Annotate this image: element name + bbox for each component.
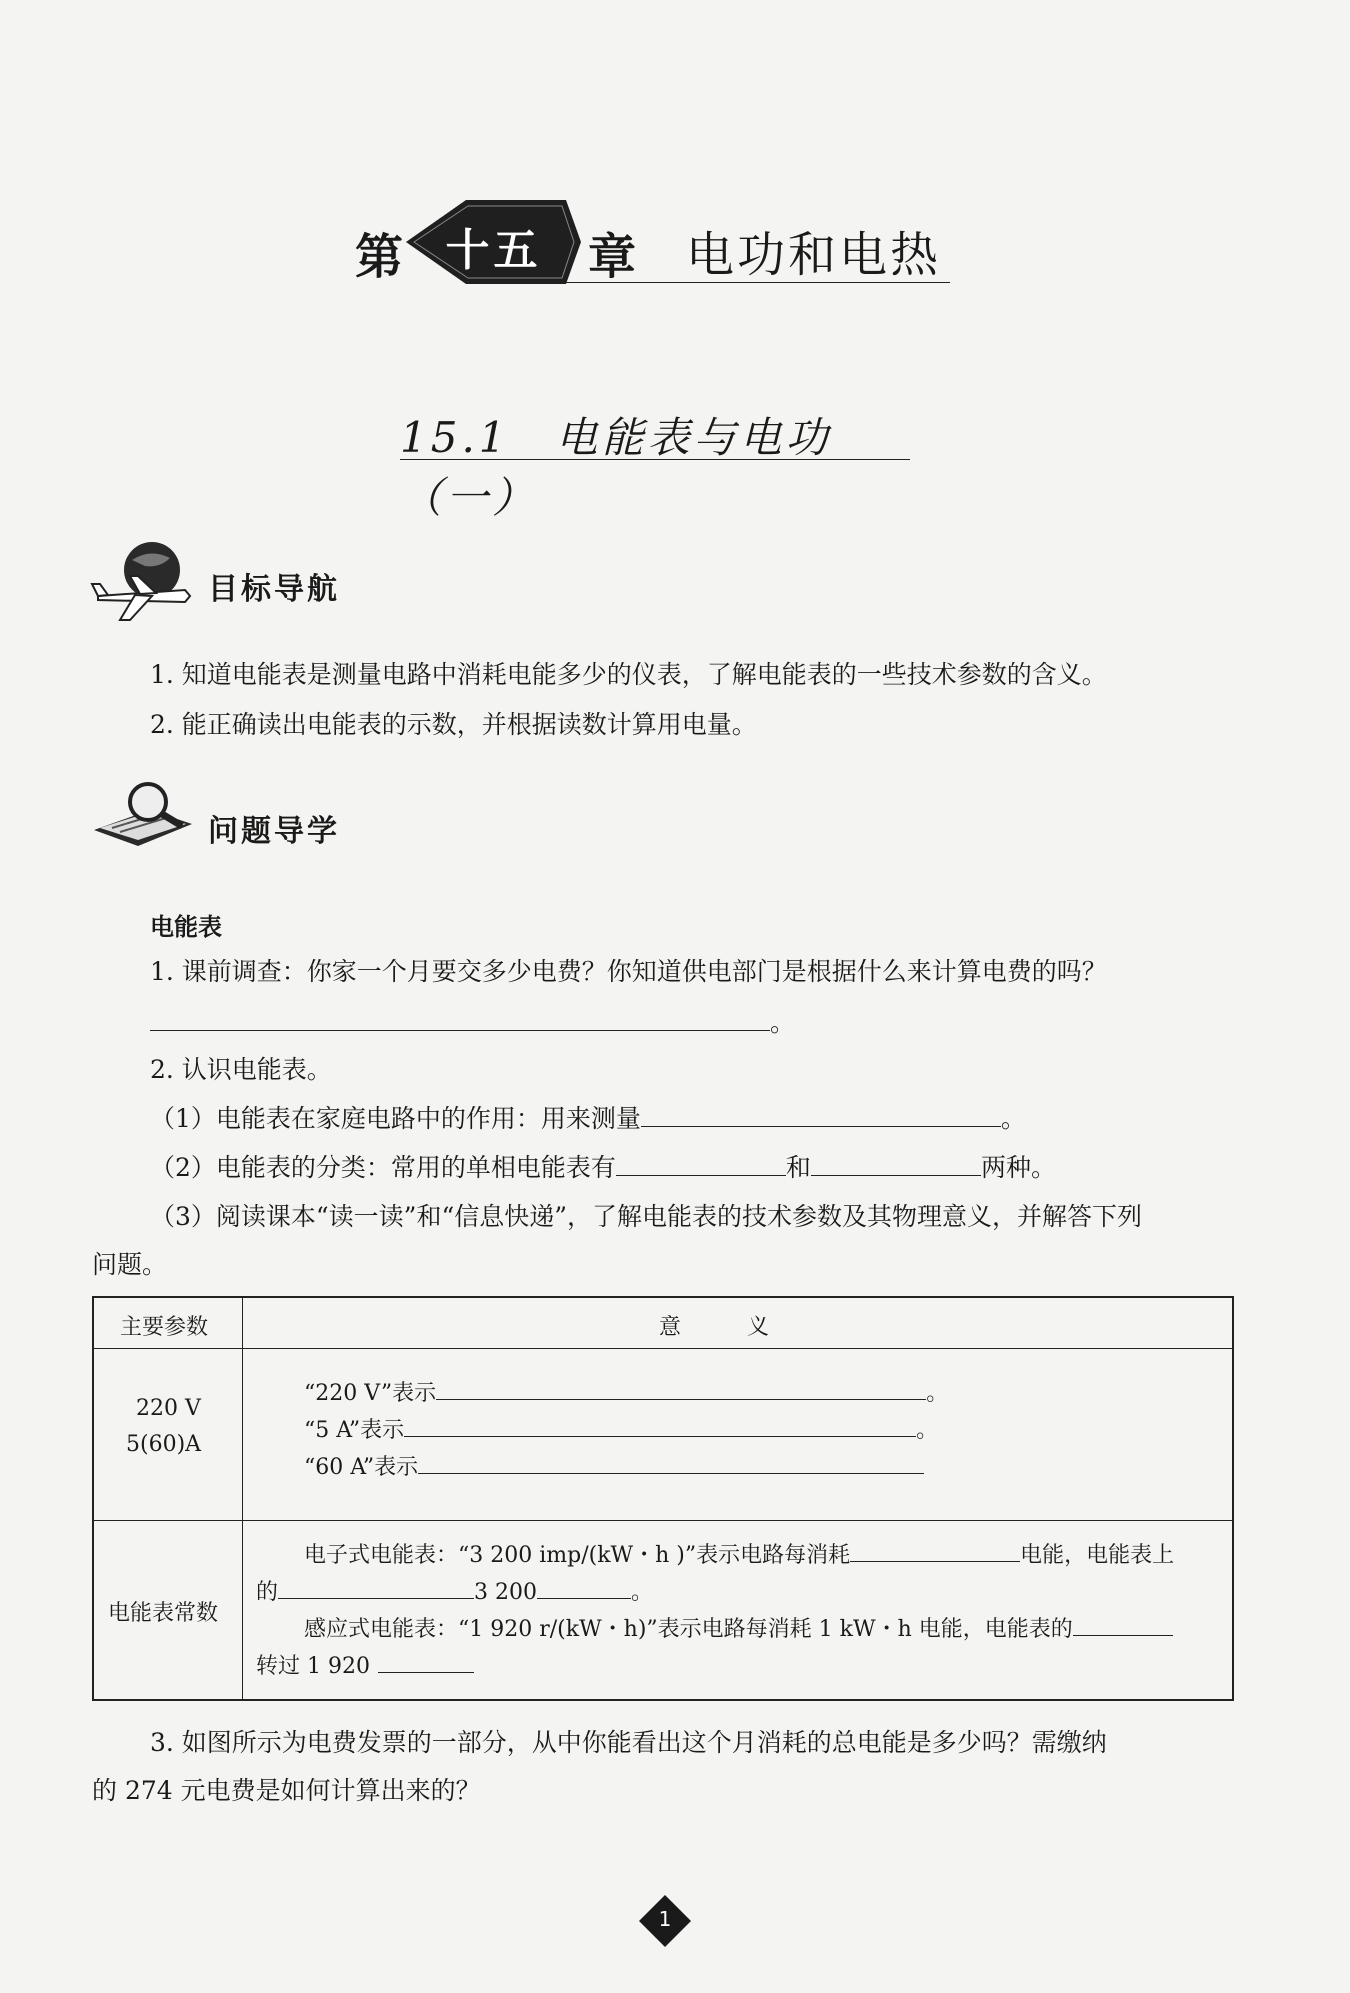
answer-blank[interactable]	[150, 1008, 770, 1031]
answer-blank[interactable]	[537, 1576, 631, 1599]
header-param: 主要参数	[120, 1315, 209, 1340]
answer-blank[interactable]	[641, 1104, 1001, 1127]
airplane-globe-icon	[90, 538, 200, 628]
period: 。	[926, 1381, 949, 1406]
question-3-line2: 的 274 元电费是如何计算出来的？	[92, 1776, 481, 1805]
answer-blank[interactable]	[418, 1451, 924, 1474]
chapter-title: 电功和电热	[686, 227, 942, 283]
row2-line-4	[256, 1649, 474, 1680]
row2-line-2	[256, 1575, 653, 1606]
section-underline	[400, 459, 910, 460]
row2-line-3	[304, 1612, 1173, 1643]
row2-l4-text: 转过 1 920	[256, 1654, 370, 1679]
question-2-3-line1: （3）阅读课本“读一读”和“信息快递”，了解电能表的技术参数及其物理意义，并解答下列	[150, 1202, 1143, 1231]
row1-m2-text: “5 A”表示	[304, 1418, 405, 1443]
table-hline	[94, 1348, 1232, 1349]
page-number-badge	[637, 1893, 693, 1949]
row1-m1-text: “220 V”表示	[304, 1381, 437, 1406]
period: 。	[631, 1580, 654, 1605]
answer-blank[interactable]	[436, 1377, 926, 1400]
period: 。	[770, 1008, 796, 1037]
answer-blank[interactable]	[1073, 1613, 1173, 1636]
q2-2-mid: 和	[785, 1153, 811, 1182]
row2-line-1	[304, 1538, 1174, 1569]
section-title: 15.1 电能表与电功（一）	[400, 413, 832, 522]
goals-heading	[90, 538, 490, 628]
answer-blank[interactable]	[811, 1153, 981, 1176]
row1-meaning-2	[304, 1413, 938, 1444]
magnifier-notebook-icon	[90, 780, 200, 860]
subheading-meter: 电能表	[150, 913, 222, 941]
chapter-prefix: 第	[355, 229, 404, 285]
question-1-answer-line	[150, 1008, 795, 1038]
row2-param: 电能表常数	[108, 1601, 219, 1626]
row2-l3-text: 感应式电能表：“1 920 r/(kW・h)”表示电路每消耗 1 kW・h 电能，电能表的	[304, 1617, 1073, 1642]
section-title-block	[400, 405, 910, 522]
answer-blank[interactable]	[850, 1539, 1020, 1562]
row2-l1-text: 电子式电能表：“3 200 imp/(kW・h )”表示电路每消耗	[304, 1543, 851, 1568]
q2-1-text: （1）电能表在家庭电路中的作用：用来测量	[150, 1104, 641, 1133]
chapter-underline	[480, 282, 950, 283]
row1-m3-text: “60 A”表示	[304, 1455, 419, 1480]
table-hline	[94, 1520, 1232, 1521]
answer-blank[interactable]	[404, 1414, 916, 1437]
question-2-3-line2: 问题。	[92, 1250, 168, 1279]
answer-blank[interactable]	[616, 1153, 786, 1176]
answer-blank[interactable]	[278, 1576, 474, 1599]
q2-2-end: 两种。	[980, 1153, 1056, 1182]
row1-param-b: 5(60)A	[126, 1432, 202, 1457]
goal-item-1: 1. 知道电能表是测量电路中消耗电能多少的仪表，了解电能表的一些技术参数的含义。	[150, 660, 1107, 689]
chapter-number-badge	[406, 196, 581, 288]
chapter-header	[350, 196, 960, 286]
answer-blank[interactable]	[378, 1650, 474, 1673]
question-1: 1. 课前调查：你家一个月要交多少电费？你知道供电部门是根据什么来计算电费的吗？	[150, 957, 1107, 986]
q2-2-text: （2）电能表的分类：常用的单相电能表有	[150, 1153, 616, 1182]
period: 。	[1000, 1104, 1026, 1133]
goals-heading-label: 目标导航	[208, 572, 340, 607]
page-number: 1	[658, 1907, 672, 1931]
question-2-2	[150, 1153, 1056, 1183]
period: 。	[916, 1418, 939, 1443]
question-2-1	[150, 1104, 1026, 1134]
row2-l2-text: 的	[256, 1580, 279, 1605]
table-vline	[242, 1298, 243, 1699]
chapter-number: 十五	[445, 225, 542, 276]
chapter-suffix: 章	[588, 229, 637, 285]
header-meaning: 意 义	[659, 1315, 770, 1340]
row1-meaning-1	[304, 1376, 948, 1407]
question-3-line1: 3. 如图所示为电费发票的一部分，从中你能看出这个月消耗的总电能是多少吗？需缴纳	[150, 1728, 1107, 1757]
guide-heading	[90, 780, 490, 870]
parameter-table	[92, 1296, 1234, 1701]
row1-param-a: 220 V	[136, 1396, 201, 1421]
question-2: 2. 认识电能表。	[150, 1055, 332, 1084]
guide-heading-label: 问题导学	[208, 814, 340, 849]
row1-meaning-3	[304, 1450, 924, 1481]
row2-l2-mid: 3 200	[474, 1580, 537, 1605]
row2-l1-post: 电能，电能表上	[1020, 1543, 1175, 1568]
goal-item-2: 2. 能正确读出电能表的示数，并根据读数计算用电量。	[150, 710, 757, 739]
